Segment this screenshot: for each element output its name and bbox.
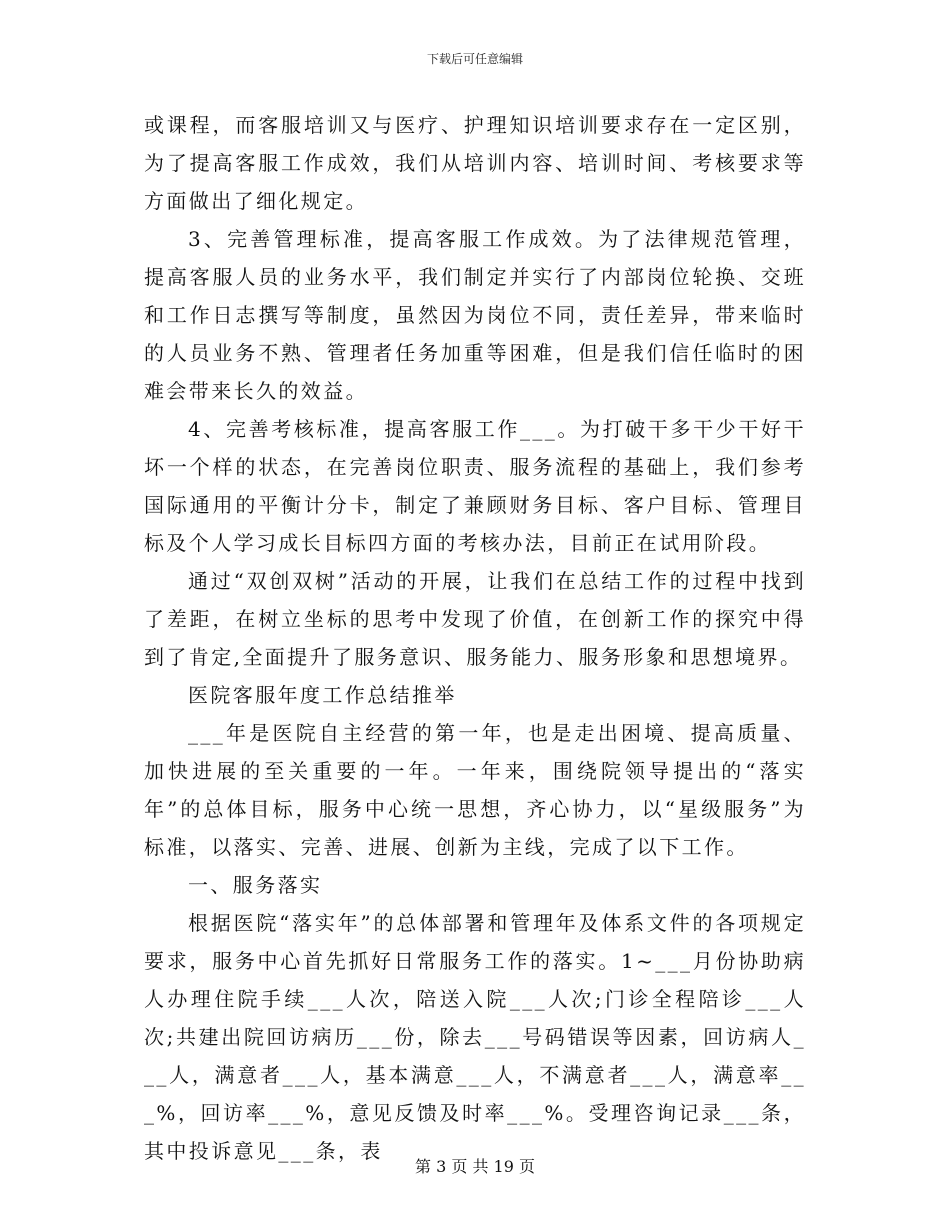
document-body: [144, 106, 806, 1170]
paragraph-service-statistics: 根据医院“落实年”的总体部署和管理年及体系文件的各项规定要求，服务中心首先抓好日常服务工作的落实。1~___月份协助病人办理住院手续___人次，陪送入院___人次;门诊全程陪诊___人次;共建出院回访病历___份，除去___号码错误等因素，回访病人___人，满意者___人，基本满意___人，不满意者___人，满意率___%，回访率___%，意见反馈及时率___%。受理咨询记录___条，其中投诉意见___条，表: [144, 911, 806, 1163]
paragraph-management-standard: 3、完善管理标准，提高客服工作成效。为了法律规范管理，提高客服人员的业务水平，我们制定并实行了内部岗位轮换、交班和工作日志撰写等制度，虽然因为岗位不同，责任差异，带来临时的人员业务不熟、管理者任务加重等困难，但是我们信任临时的困难会带来长久的效益。: [144, 227, 806, 403]
paragraph-year-overview: ___年是医院自主经营的第一年，也是走出困境、提高质量、加快进展的至关重要的一年。一年来，围绕院领导提出的“落实年”的总体目标，服务中心统一思想，齐心协力，以“星级服务”为标准，以落实、完善、进展、创新为主线，完成了以下工作。: [144, 721, 806, 859]
paragraph-assessment-standard: 4、完善考核标准，提高客服工作___。为打破干多干少干好干坏一个样的状态，在完善岗位职责、服务流程的基础上，我们参考国际通用的平衡计分卡，制定了兼顾财务目标、客户目标、管理目标及个人学习成长目标四方面的考核办法，目前正在试用阶段。: [144, 417, 806, 555]
section-title: 医院客服年度工作总结推举: [188, 683, 457, 707]
page-header-note: 下载后可任意编辑: [426, 52, 523, 66]
paragraph-training-continued: 或课程，而客服培训又与医疗、护理知识培训要求存在一定区别，为了提高客服工作成效，我们从培训内容、培训时间、考核要求等方面做出了细化规定。: [144, 113, 806, 213]
paragraph-activity-summary: 通过“双创双树”活动的开展，让我们在总结工作的过程中找到了差距，在树立坐标的思考中发现了价值，在创新工作的探究中得到了肯定,全面提升了服务意识、服务能力、服务形象和思想境界。: [144, 569, 806, 669]
page-number: 第 3 页 共 19 页: [415, 1157, 535, 1176]
section-heading-service: 一、服务落实: [188, 873, 323, 897]
